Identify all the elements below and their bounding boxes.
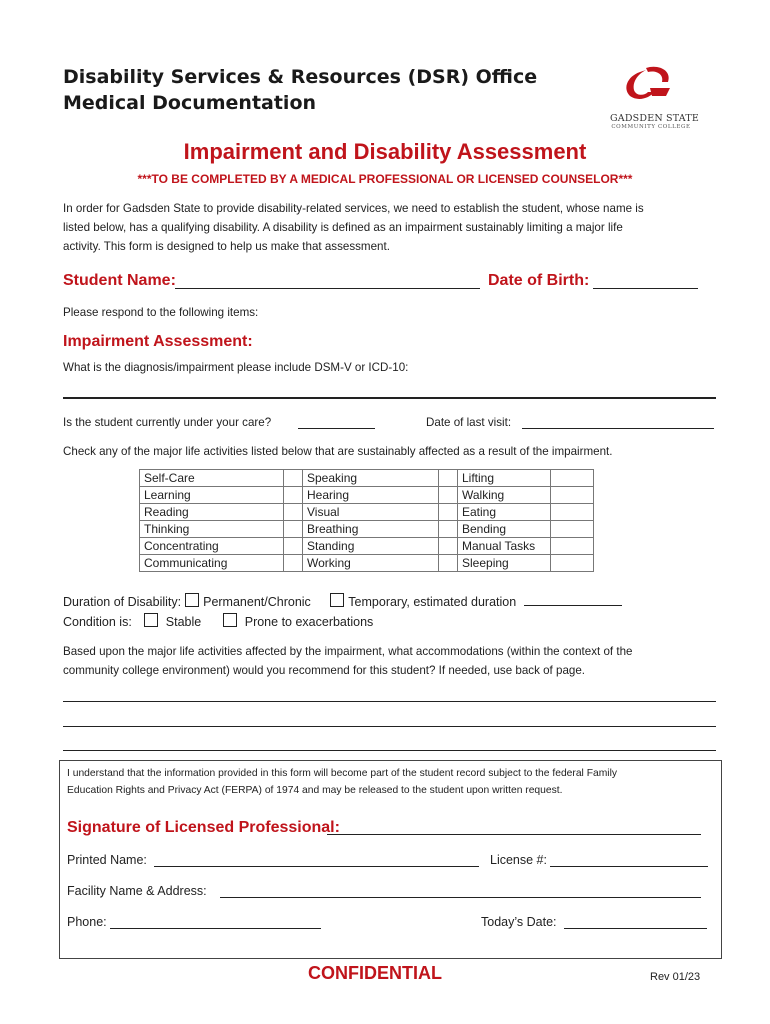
accommodations-field-3[interactable] xyxy=(63,750,716,751)
activity-row xyxy=(140,504,594,521)
accommodations-line-2: community college environment) would you recommend for this student? If needed, use back of page. xyxy=(63,664,586,677)
activity-checkbox-cell[interactable] xyxy=(284,504,303,521)
signature-label: Signature of Licensed Professional: xyxy=(67,819,340,836)
activity-checkbox-cell[interactable] xyxy=(284,521,303,538)
consent-line-1: I understand that the information provided in this form will become part of the student record subject to the federal Family xyxy=(67,768,618,779)
duration-label: Duration of Disability: xyxy=(63,595,182,609)
activity-label: Eating xyxy=(458,504,551,521)
facility-label: Facility Name & Address: xyxy=(67,884,207,898)
diagnosis-field[interactable] xyxy=(63,397,716,399)
accommodations-field-2[interactable] xyxy=(63,726,716,727)
under-care-field[interactable] xyxy=(298,428,375,429)
activity-checkbox-cell[interactable] xyxy=(551,521,594,538)
activity-row xyxy=(140,538,594,555)
duration-row xyxy=(63,593,622,609)
activity-checkbox-cell[interactable] xyxy=(551,487,594,504)
facility-field[interactable] xyxy=(220,897,701,898)
printed-name-field[interactable] xyxy=(154,866,479,867)
activity-label: Bending xyxy=(458,521,551,538)
activity-label: Sleeping xyxy=(458,555,551,572)
today-date-field[interactable] xyxy=(564,928,707,929)
activity-label: Concentrating xyxy=(140,538,284,555)
condition-row xyxy=(63,613,373,629)
student-name-field[interactable] xyxy=(175,288,480,289)
consent-line-2: Education Rights and Privacy Act (FERPA) of 1974 and may be released to the student upon written request. xyxy=(67,785,563,796)
signature-field[interactable] xyxy=(327,834,701,835)
respond-text: Please respond to the following items: xyxy=(63,306,259,319)
temporary-label: Temporary, estimated duration xyxy=(348,595,517,609)
phone-label: Phone: xyxy=(67,915,107,929)
activity-checkbox-cell[interactable] xyxy=(439,470,458,487)
activity-label: Visual xyxy=(303,504,439,521)
activity-label: Learning xyxy=(140,487,284,504)
prone-label: Prone to exacerbations xyxy=(244,615,374,629)
activity-label: Thinking xyxy=(140,521,284,538)
temporary-checkbox[interactable] xyxy=(330,593,344,607)
confidential-label: CONFIDENTIAL xyxy=(308,963,442,983)
intro-line-3: activity. This form is designed to help us make that assessment. xyxy=(63,240,390,253)
accommodations-line-1: Based upon the major life activities affected by the impairment, what accommodations (within the context of the xyxy=(63,645,633,658)
logo-text: GADSDEN STATE xyxy=(610,113,699,124)
activity-checkbox-cell[interactable] xyxy=(551,555,594,572)
activity-checkbox-cell[interactable] xyxy=(284,538,303,555)
activity-row xyxy=(140,487,594,504)
activity-checkbox-cell[interactable] xyxy=(439,487,458,504)
accommodations-field-1[interactable] xyxy=(63,701,716,702)
diagnosis-question: What is the diagnosis/impairment please include DSM-V or ICD-10: xyxy=(63,361,409,374)
phone-field[interactable] xyxy=(110,928,321,929)
form-subtitle: ***TO BE COMPLETED BY A MEDICAL PROFESSIONAL OR LICENSED COUNSELOR*** xyxy=(137,172,633,186)
permanent-label: Permanent/Chronic xyxy=(203,595,311,609)
activity-checkbox-cell[interactable] xyxy=(284,487,303,504)
activity-label: Breathing xyxy=(303,521,439,538)
logo-subtext: COMMUNITY COLLEGE xyxy=(611,124,691,130)
activity-checkbox-cell[interactable] xyxy=(439,538,458,555)
last-visit-field[interactable] xyxy=(522,428,714,429)
activities-prompt: Check any of the major life activities listed below that are sustainably affected as a result of the impairment. xyxy=(63,445,613,458)
header-title-line1: Disability Services & Resources (DSR) Office xyxy=(63,66,538,88)
duration-field[interactable] xyxy=(524,593,622,606)
dob-label: Date of Birth: xyxy=(488,272,590,289)
activity-label: Speaking xyxy=(303,470,439,487)
revision-label: Rev 01/23 xyxy=(650,971,701,983)
activity-checkbox-cell[interactable] xyxy=(284,555,303,572)
dob-field[interactable] xyxy=(593,288,698,289)
activity-row xyxy=(140,521,594,538)
impairment-heading: Impairment Assessment: xyxy=(63,333,253,350)
gadsden-state-logo xyxy=(610,62,699,130)
today-date-label: Today’s Date: xyxy=(481,915,557,929)
activity-label: Self-Care xyxy=(140,470,284,487)
activity-label: Walking xyxy=(458,487,551,504)
activity-label: Communicating xyxy=(140,555,284,572)
activity-checkbox-cell[interactable] xyxy=(439,521,458,538)
license-label: License #: xyxy=(490,853,547,867)
activity-checkbox-cell[interactable] xyxy=(551,470,594,487)
activity-checkbox-cell[interactable] xyxy=(551,538,594,555)
under-care-label: Is the student currently under your care? xyxy=(63,416,272,429)
stable-checkbox[interactable] xyxy=(144,613,158,627)
activity-checkbox-cell[interactable] xyxy=(439,555,458,572)
activity-label: Standing xyxy=(303,538,439,555)
activity-label: Hearing xyxy=(303,487,439,504)
permanent-checkbox[interactable] xyxy=(185,593,199,607)
stable-label: Stable xyxy=(165,615,202,629)
activity-label: Lifting xyxy=(458,470,551,487)
form-title: Impairment and Disability Assessment xyxy=(183,139,587,164)
activity-checkbox-cell[interactable] xyxy=(551,504,594,521)
activity-label: Manual Tasks xyxy=(458,538,551,555)
activity-checkbox-cell[interactable] xyxy=(284,470,303,487)
printed-name-label: Printed Name: xyxy=(67,853,147,867)
intro-line-1: In order for Gadsden State to provide disability-related services, we need to establish the student, whose name is xyxy=(63,202,644,215)
activity-label: Reading xyxy=(140,504,284,521)
activity-checkbox-cell[interactable] xyxy=(439,504,458,521)
condition-label: Condition is: xyxy=(63,615,132,629)
license-field[interactable] xyxy=(550,866,708,867)
activities-table xyxy=(139,469,594,572)
student-name-label: Student Name: xyxy=(63,272,176,289)
last-visit-label: Date of last visit: xyxy=(426,416,512,429)
activity-label: Working xyxy=(303,555,439,572)
activity-row xyxy=(140,470,594,487)
intro-line-2: listed below, has a qualifying disability. A disability is defined as an impairment sustainably limiting a major life xyxy=(63,221,623,234)
logo-swoosh-icon xyxy=(610,62,692,108)
header-title-line2: Medical Documentation xyxy=(63,92,317,114)
activity-row xyxy=(140,555,594,572)
prone-checkbox[interactable] xyxy=(223,613,237,627)
